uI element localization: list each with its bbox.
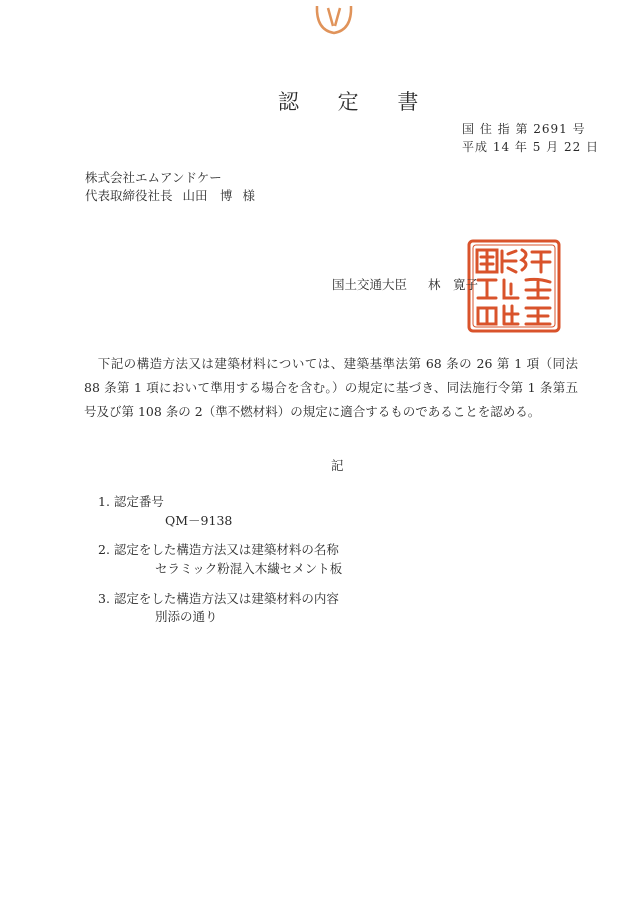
item-1-label: 1. 認定番号	[98, 494, 164, 509]
header-emblem-icon	[311, 0, 357, 38]
official-seal-icon	[466, 238, 562, 334]
item-2-value: セラミック粉混入木繊セメント板	[155, 561, 343, 576]
item-3-value: 別添の通り	[155, 609, 218, 624]
recipient-honorific: 様	[242, 188, 256, 203]
document-date: 平成 14 年 5 月 22 日	[462, 140, 600, 154]
certification-paragraph: 下記の構造方法又は建築材料については、建築基準法第 68 条の 26 第 1 項（同法 88 条第 1 項において準用する場合を含む。）の規定に基づき、同法施行令第 1 条第五号及び第 108 条の 2（準不燃材料）の規定に適合するものであることを認める。	[84, 356, 578, 419]
document-title: 認 定 書	[278, 90, 435, 114]
ki-heading: 記	[331, 458, 344, 473]
recipient-position: 代表取締役社長	[85, 188, 173, 203]
issuer-title: 国土交通大臣	[332, 277, 408, 292]
recipient-line	[85, 186, 255, 204]
recipient-company: 株式会社エムアンドケー	[85, 170, 222, 185]
recipient-name: 山田 博	[182, 188, 233, 203]
issuer-name: 林 寛子	[428, 277, 479, 292]
item-2-label: 2. 認定をした構造方法又は建築材料の名称	[98, 542, 339, 557]
item-3-label: 3. 認定をした構造方法又は建築材料の内容	[98, 591, 339, 606]
document-number: 国 住 指 第 2691 号	[462, 122, 586, 136]
item-1-value: QM－9138	[165, 513, 233, 528]
